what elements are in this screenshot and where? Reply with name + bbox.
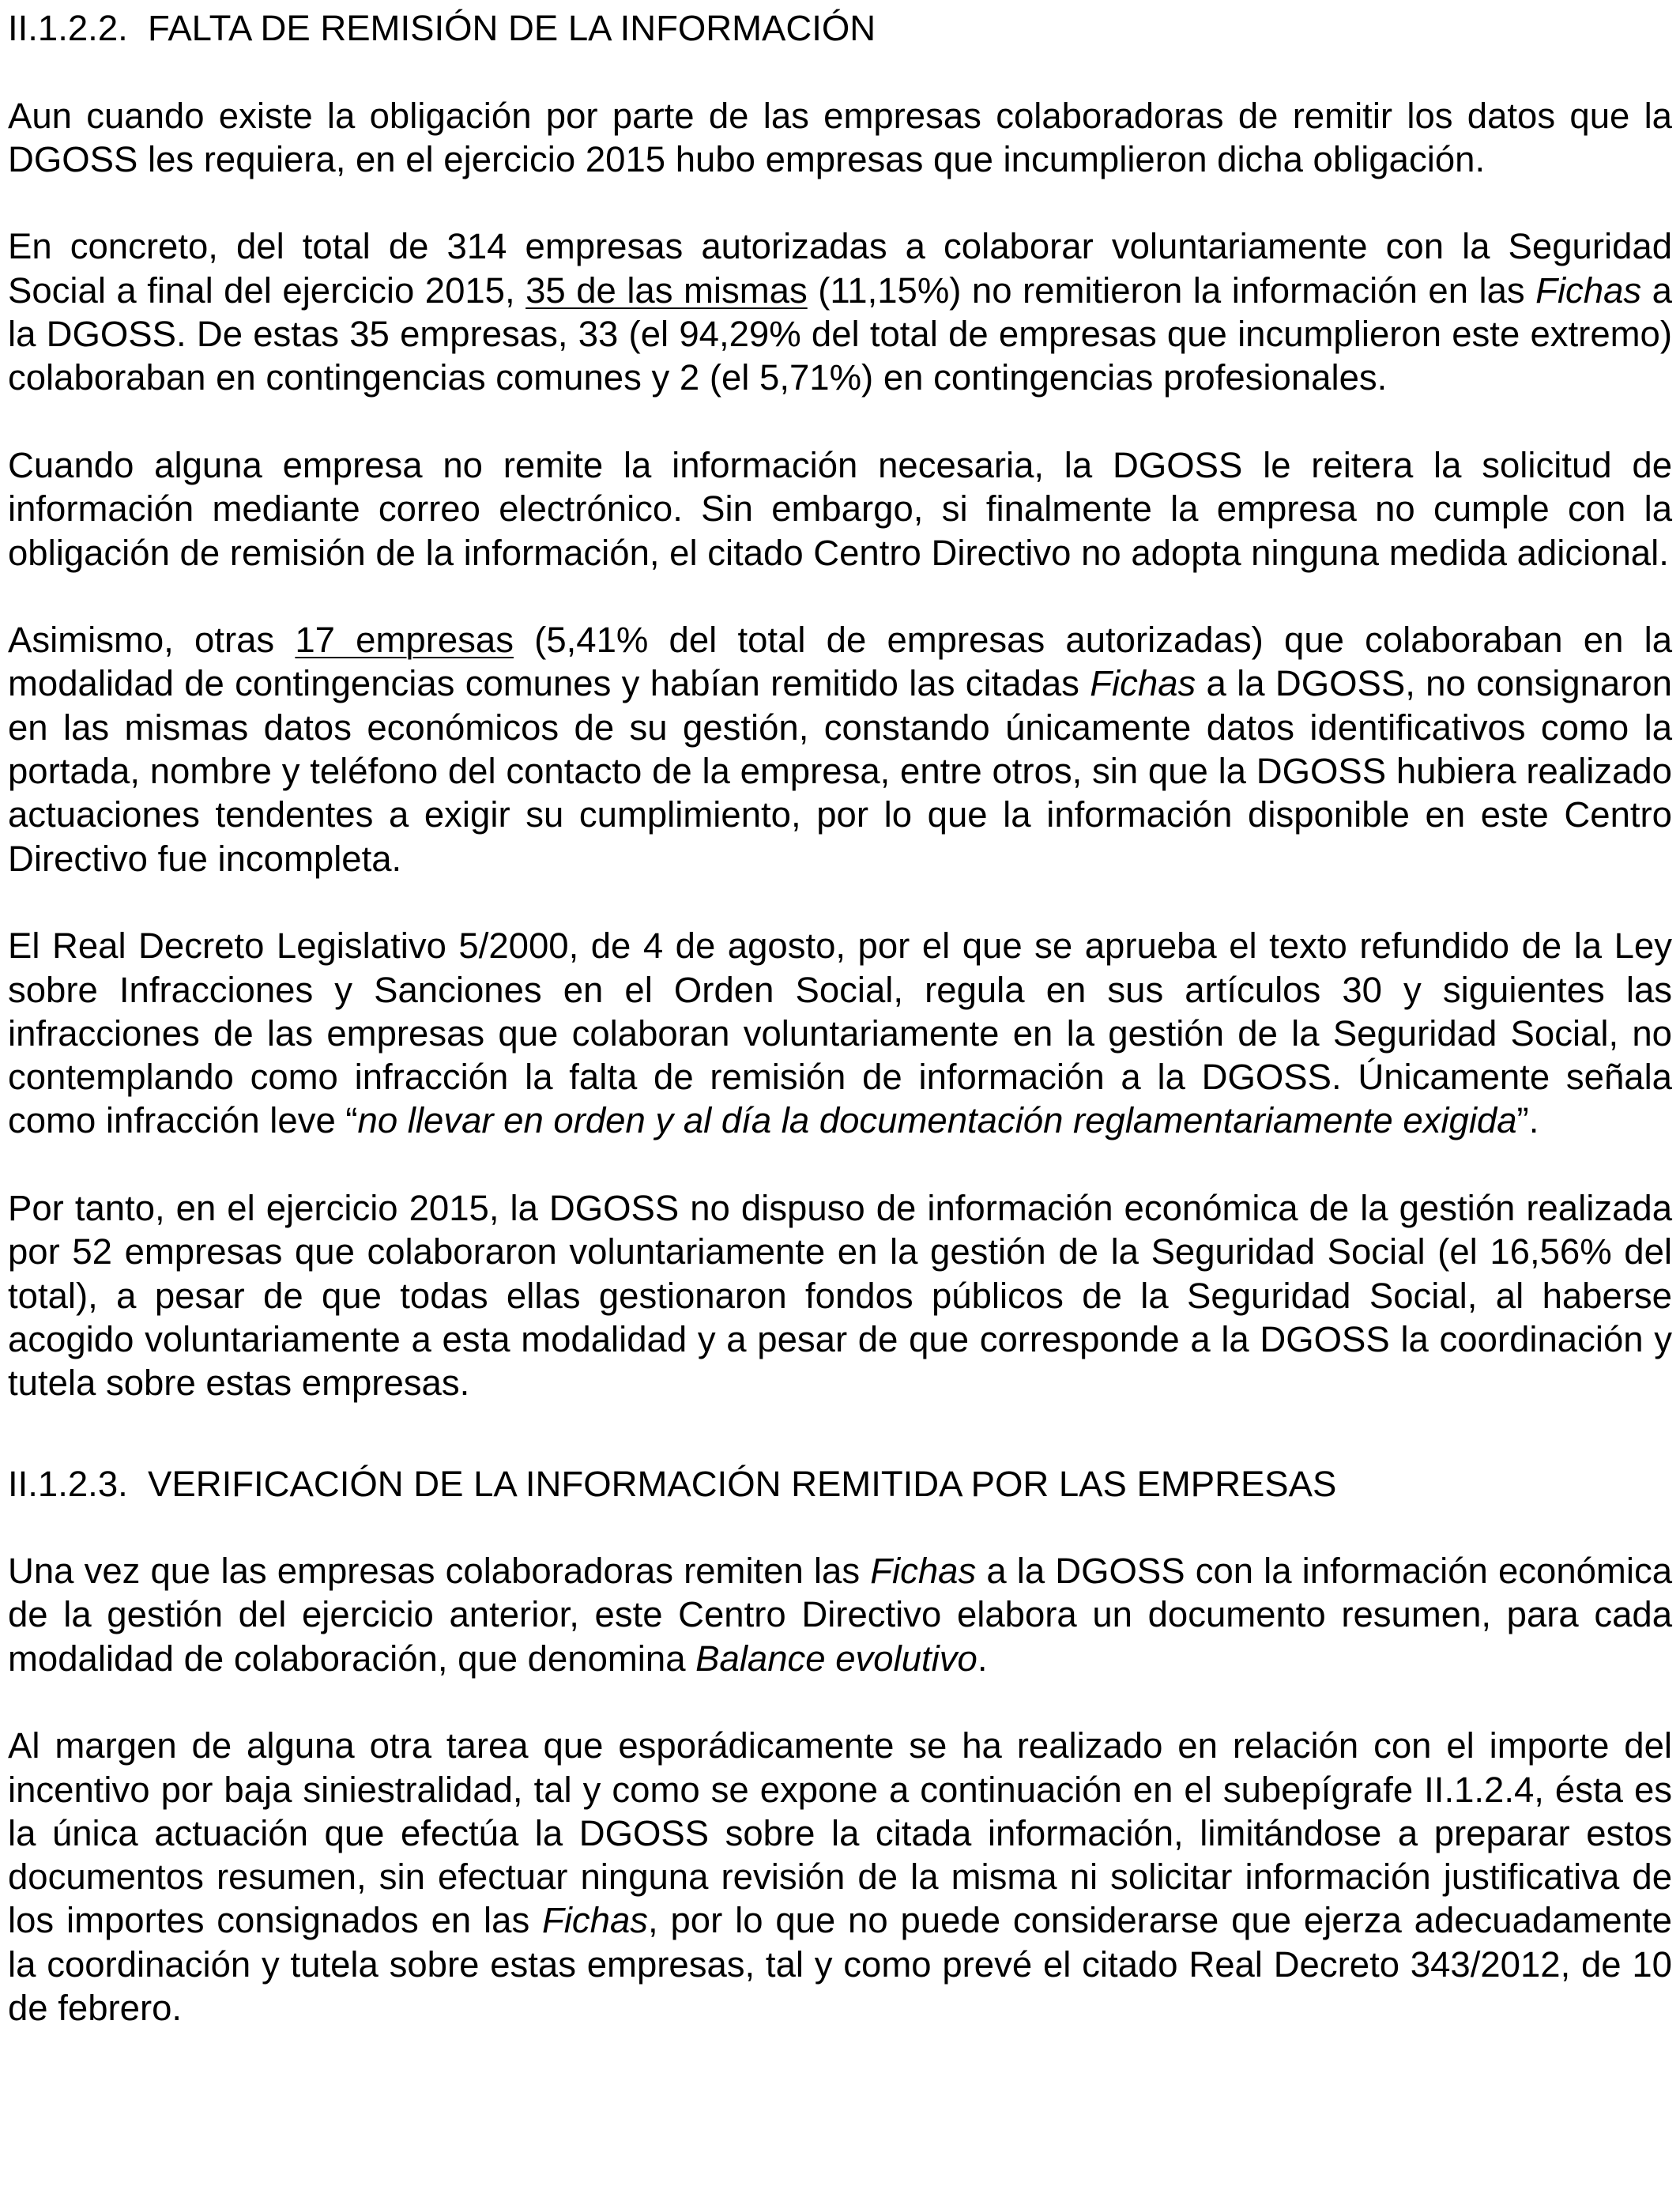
paragraph [8, 924, 1672, 1142]
italic-text: Fichas [542, 1900, 649, 1941]
italic-text: Fichas [1535, 270, 1642, 311]
underlined-text: 17 empresas [295, 620, 514, 661]
paragraph: Aun cuando existe la obligación por parte de las empresas colaboradoras de remitir los datos que la DGOSS les requiera, en el ejercicio 2015 hubo empresas que incumplieron dicha obligación. [8, 95, 1672, 179]
text-run: En concreto, del total de 314 empresas autorizadas a colaborar voluntariamente con la Seguridad Social a final del ejercicio 2015, [8, 226, 1672, 311]
italic-text: Fichas [870, 1551, 977, 1592]
paragraph [8, 224, 1672, 399]
italic-quote: no llevar en orden y al día la documentación reglamentariamente exigida [357, 1100, 1517, 1141]
paragraph: Cuando alguna empresa no remite la información necesaria, la DGOSS le reitera la solicitud de información mediante correo electrónico. Sin embargo, si finalmente la empresa no cumple con la obligación de remisión de la información, el citado Centro Directivo no adopta ninguna medida adicional. [8, 444, 1672, 573]
paragraph: Por tanto, en el ejercicio 2015, la DGOSS no dispuso de información económica de la gestión realizada por 52 empresas que colaboraron voluntariamente en la gestión de la Seguridad Social (el 16,56% del total), a pesar de que todas ellas gestionaron fondos públicos de la Seguridad Social, al haberse acogido voluntariamente a esta modalidad y a pesar de que corresponde a la DGOSS la coordinación y tutela sobre estas empresas. [8, 1188, 1672, 1404]
text-run: Al margen de alguna otra tarea que esporádicamente se ha realizado en relación con el importe del incentivo por baja siniestralidad, tal y como se expone a continuación en el subepígrafe II.1.2.4, ésta es la única actuación que efectúa la DGOSS sobre la citada información, limitándose a preparar estos documentos resumen, sin efectuar ninguna revisión de la misma ni solicitar información justificativa de los importes consignados en las [8, 1725, 1672, 1941]
text-run: Una vez que las empresas colaboradoras remiten las [8, 1551, 871, 1592]
section-heading: II.1.2.3. VERIFICACIÓN DE LA INFORMACIÓN REMITIDA POR LAS EMPRESAS [8, 1463, 1337, 1504]
text-run: a la DGOSS con la información económica de la gestión del ejercicio anterior, este Centro Directivo elabora un documento resumen, para cada modalidad de colaboración, que denomina [8, 1551, 1672, 1679]
document-page [8, 6, 1672, 2030]
text-run: . [977, 1638, 988, 1679]
text-run: ”. [1516, 1100, 1539, 1141]
text-run: (5,41% del total de empresas autorizadas) que colaboraban en la modalidad de contingencias comunes y habían remitido las citadas [8, 620, 1672, 704]
text-run: El Real Decreto Legislativo 5/2000, de 4 de agosto, por el que se aprueba el texto refundido de la Ley sobre Infracciones y Sanciones en el Orden Social, regula en sus artículos 30 y siguientes las infracciones de las empresas que colaboran voluntariamente en la gestión de la Seguridad Social, no contemplando como infracción la falta de remisión de información a la DGOSS. Únicamente señala como infracción leve “ [8, 925, 1672, 1141]
paragraph [8, 1549, 1672, 1680]
text-run: a la DGOSS. De estas 35 empresas, 33 (el 94,29% del total de empresas que incumplieron este extremo) colaboraban en contingencias comunes y 2 (el 5,71%) en contingencias profesionales. [8, 270, 1672, 398]
text-run: a la DGOSS, no consignaron en las mismas datos económicos de su gestión, constando únicamente datos identificativos como la portada, nombre y teléfono del contacto de la empresa, entre otros, sin que la DGOSS hubiera realizado actuaciones tendentes a exigir su cumplimiento, por lo que la información disponible en este Centro Directivo fue incompleta. [8, 663, 1672, 879]
paragraph [8, 618, 1672, 880]
text-run: , por lo que no puede considerarse que ejerza adecuadamente la coordinación y tutela sobre estas empresas, tal y como prevé el citado Real Decreto 343/2012, de 10 de febrero. [8, 1900, 1672, 2029]
underlined-text: 35 de las mismas [525, 270, 808, 311]
italic-text: Balance evolutivo [695, 1638, 977, 1679]
paragraph [8, 1724, 1672, 2030]
italic-text: Fichas [1090, 663, 1196, 704]
text-run: (11,15%) no remitieron la información en las [807, 270, 1536, 311]
text-run: Asimismo, otras [8, 620, 296, 661]
section-heading: II.1.2.2. FALTA DE REMISIÓN DE LA INFORMACIÓN [8, 8, 876, 48]
